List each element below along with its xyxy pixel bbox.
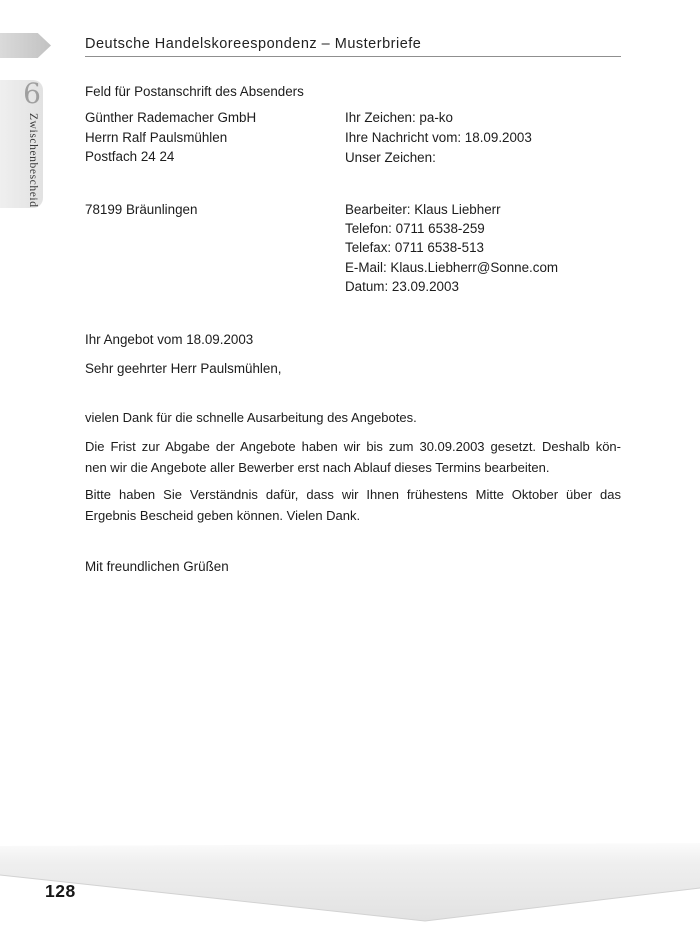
- paragraph-line: Die Frist zur Abgabe der Angebote haben wir bis zum 30.09.2003 gesetzt. Deshalb kön-: [85, 439, 621, 454]
- contact-line: Bearbeiter: Klaus Liebherr: [345, 202, 501, 217]
- paragraph-line: Ergebnis Bescheid geben können. Vielen Dank.: [85, 508, 361, 523]
- header-divider: [85, 56, 621, 57]
- paragraph: [85, 436, 621, 478]
- recipient-block: [85, 108, 256, 167]
- city-line: 78199 Bräunlingen: [85, 202, 198, 217]
- recipient-line: Günther Rademacher GmbH: [85, 110, 257, 125]
- sender-field-label: Feld für Postanschrift des Absenders: [85, 84, 304, 99]
- paragraph: [85, 484, 621, 526]
- chapter-number: 6: [23, 77, 41, 110]
- salutation: Sehr geehrter Herr Paulsmühlen,: [85, 361, 282, 376]
- paragraph-line: nen wir die Angebote aller Bewerber erst nach Ablauf dieses Termins bearbeiten.: [85, 460, 550, 475]
- contact-block: [345, 200, 558, 296]
- reference-line: Ihr Zeichen: pa-ko: [345, 110, 453, 125]
- footer-ribbon: [0, 840, 700, 927]
- page-number: 128: [45, 881, 76, 901]
- chapter-label: Zwischenbescheid: [27, 113, 39, 208]
- right-arrow-icon: [0, 33, 51, 58]
- paragraph-line: vielen Dank für die schnelle Ausarbeitung des Angebotes.: [85, 410, 417, 425]
- recipient-line: Herrn Ralf Paulsmühlen: [85, 129, 228, 145]
- paragraph-line: Bitte haben Sie Verständnis dafür, dass wir Ihnen frühestens Mitte Oktober über das: [85, 487, 621, 502]
- closing: Mit freundlichen Grüßen: [85, 559, 229, 574]
- reference-line: Unser Zeichen:: [345, 150, 436, 165]
- page-title: Deutsche Handelskoreespondenz – Musterbriefe: [85, 36, 422, 52]
- contact-line: Telefon: 0711 6538-259: [345, 221, 485, 237]
- contact-line: E-Mail: Klaus.Liebherr@Sonne.com: [345, 259, 559, 275]
- reference-block: [345, 108, 532, 168]
- paragraph: [85, 407, 621, 428]
- chapter-tab: [0, 77, 43, 208]
- recipient-line: Postfach 24 24: [85, 149, 175, 164]
- contact-line: Datum: 23.09.2003: [345, 278, 459, 294]
- subject-line: Ihr Angebot vom 18.09.2003: [85, 332, 254, 347]
- reference-line: Ihre Nachricht vom: 18.09.2003: [345, 130, 532, 145]
- contact-line: Telefax: 0711 6538-513: [345, 240, 484, 256]
